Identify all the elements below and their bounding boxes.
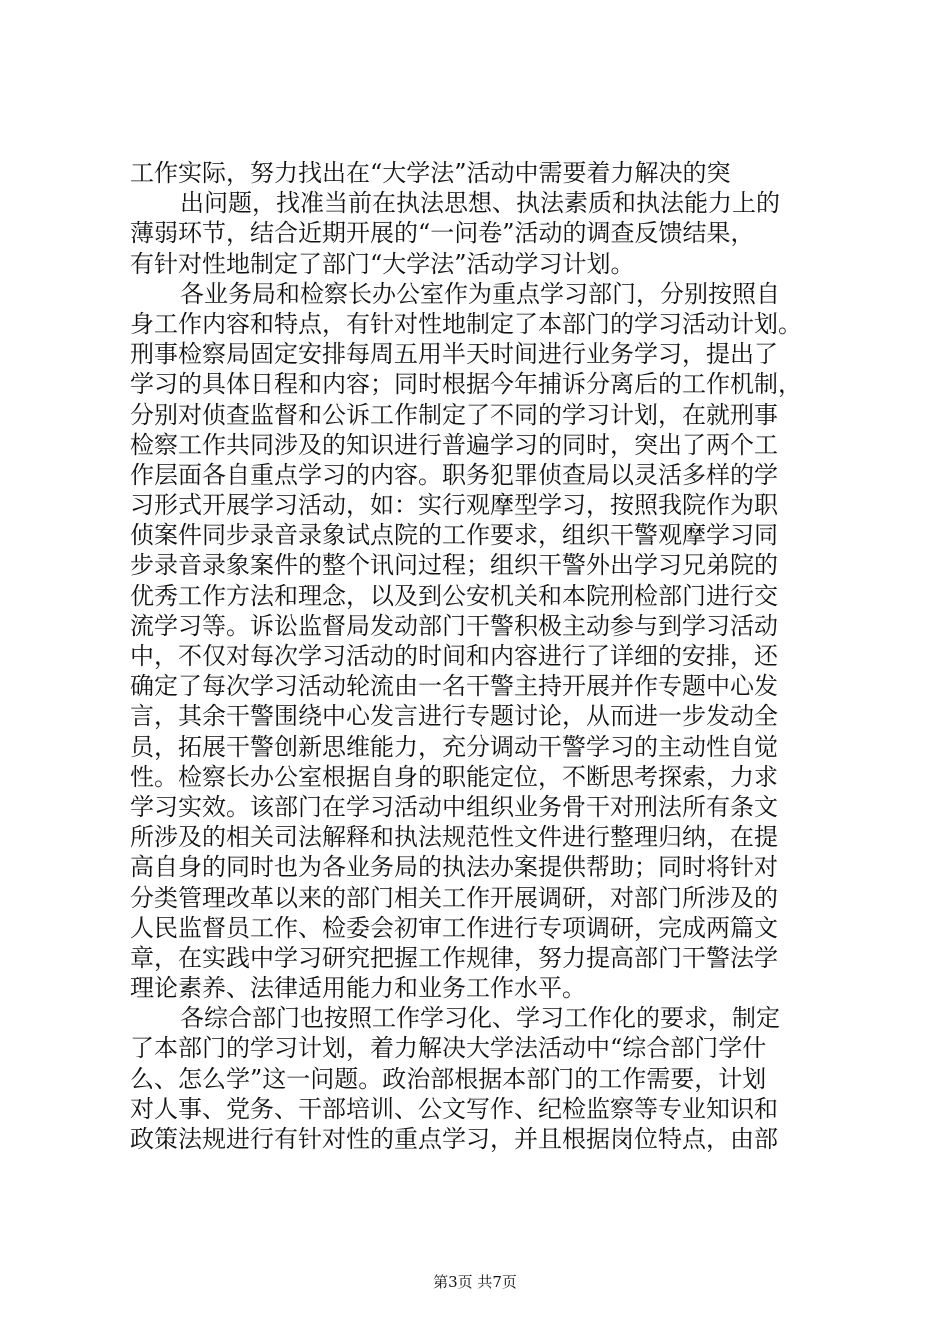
text-line: 身工作内容和特点，有针对性地制定了本部门的学习活动计划。 <box>130 309 802 338</box>
text-line: 人民监督员工作、检委会初审工作进行专项调研，完成两篇文 <box>130 913 778 942</box>
text-line: 有针对性地制定了部门“大学法”活动学习计划。 <box>130 249 635 278</box>
text-line: 各综合部门也按照工作学习化、学习工作化的要求，制定 <box>180 1004 780 1033</box>
text-line: 对人事、党务、干部培训、公文写作、纪检监察等专业知识和 <box>130 1094 778 1123</box>
text-line: 工作实际，努力找出在“大学法”活动中需要着力解决的突 <box>130 159 731 187</box>
text-line: 步录音录象案件的整个讯问过程；组织干警外出学习兄弟院的 <box>130 551 778 580</box>
text-line: 各业务局和检察长办公室作为重点学习部门，分别按照自 <box>180 279 780 308</box>
text-line: 分别对侦查监督和公诉工作制定了不同的学习计划，在就刑事 <box>130 400 778 429</box>
text-line: 确定了每次学习活动轮流由一名干警主持开展并作专题中心发 <box>130 672 778 701</box>
text-line: 理论素养、法律适用能力和业务工作水平。 <box>130 974 586 1003</box>
text-line: 高自身的同时也为各业务局的执法办案提供帮助；同时将针对 <box>130 853 778 882</box>
text-line: 政策法规进行有针对性的重点学习，并且根据岗位特点，由部 <box>130 1125 778 1153</box>
text-line: 性。检察长办公室根据自身的职能定位，不断思考探索，力求 <box>130 762 778 791</box>
text-line: 么、怎么学”这一问题。政治部根据本部门的工作需要，计划 <box>130 1064 767 1093</box>
text-line: 所涉及的相关司法解释和执法规范性文件进行整理归纳，在提 <box>130 823 778 852</box>
text-line: 学习的具体日程和内容；同时根据今年捕诉分离后的工作机制， <box>130 370 802 399</box>
text-line: 习形式开展学习活动，如：实行观摩型学习，按照我院作为职 <box>130 491 778 520</box>
text-line: 章，在实践中学习研究把握工作规律，努力提高部门干警法学 <box>130 943 778 972</box>
text-line: 薄弱环节，结合近期开展的“一问卷”活动的调查反馈结果， <box>130 219 755 248</box>
text-line: 学习实效。该部门在学习活动中组织业务骨干对刑法所有条文 <box>130 792 778 821</box>
text-line: 分类管理改革以来的部门相关工作开展调研，对部门所涉及的 <box>130 883 778 912</box>
text-line: 检察工作共同涉及的知识进行普遍学习的同时，突出了两个工 <box>130 430 778 459</box>
text-line: 出问题，找准当前在执法思想、执法素质和执法能力上的 <box>180 189 780 218</box>
text-line: 优秀工作方法和理念，以及到公安机关和本院刑检部门进行交 <box>130 581 778 610</box>
text-line: 中，不仅对每次学习活动的时间和内容进行了详细的安排，还 <box>130 642 778 670</box>
text-line: 了本部门的学习计划，着力解决大学法活动中“综合部门学什 <box>130 1034 767 1063</box>
document-body <box>130 158 830 1154</box>
text-line: 员，拓展干警创新思维能力，充分调动干警学习的主动性自觉 <box>130 732 778 761</box>
text-line: 作层面各自重点学习的内容。职务犯罪侦查局以灵活多样的学 <box>130 460 778 489</box>
text-line: 侦案件同步录音录象试点院的工作要求，组织干警观摩学习同 <box>130 521 778 550</box>
text-line: 刑事检察局固定安排每周五用半天时间进行业务学习，提出了 <box>130 340 778 369</box>
text-line: 言，其余干警围绕中心发言进行专题讨论，从而进一步发动全 <box>130 702 778 731</box>
page-footer: 第3页 共7页 <box>433 1273 517 1291</box>
text-line: 流学习等。诉讼监督局发动部门干警积极主动参与到学习活动 <box>130 611 778 640</box>
